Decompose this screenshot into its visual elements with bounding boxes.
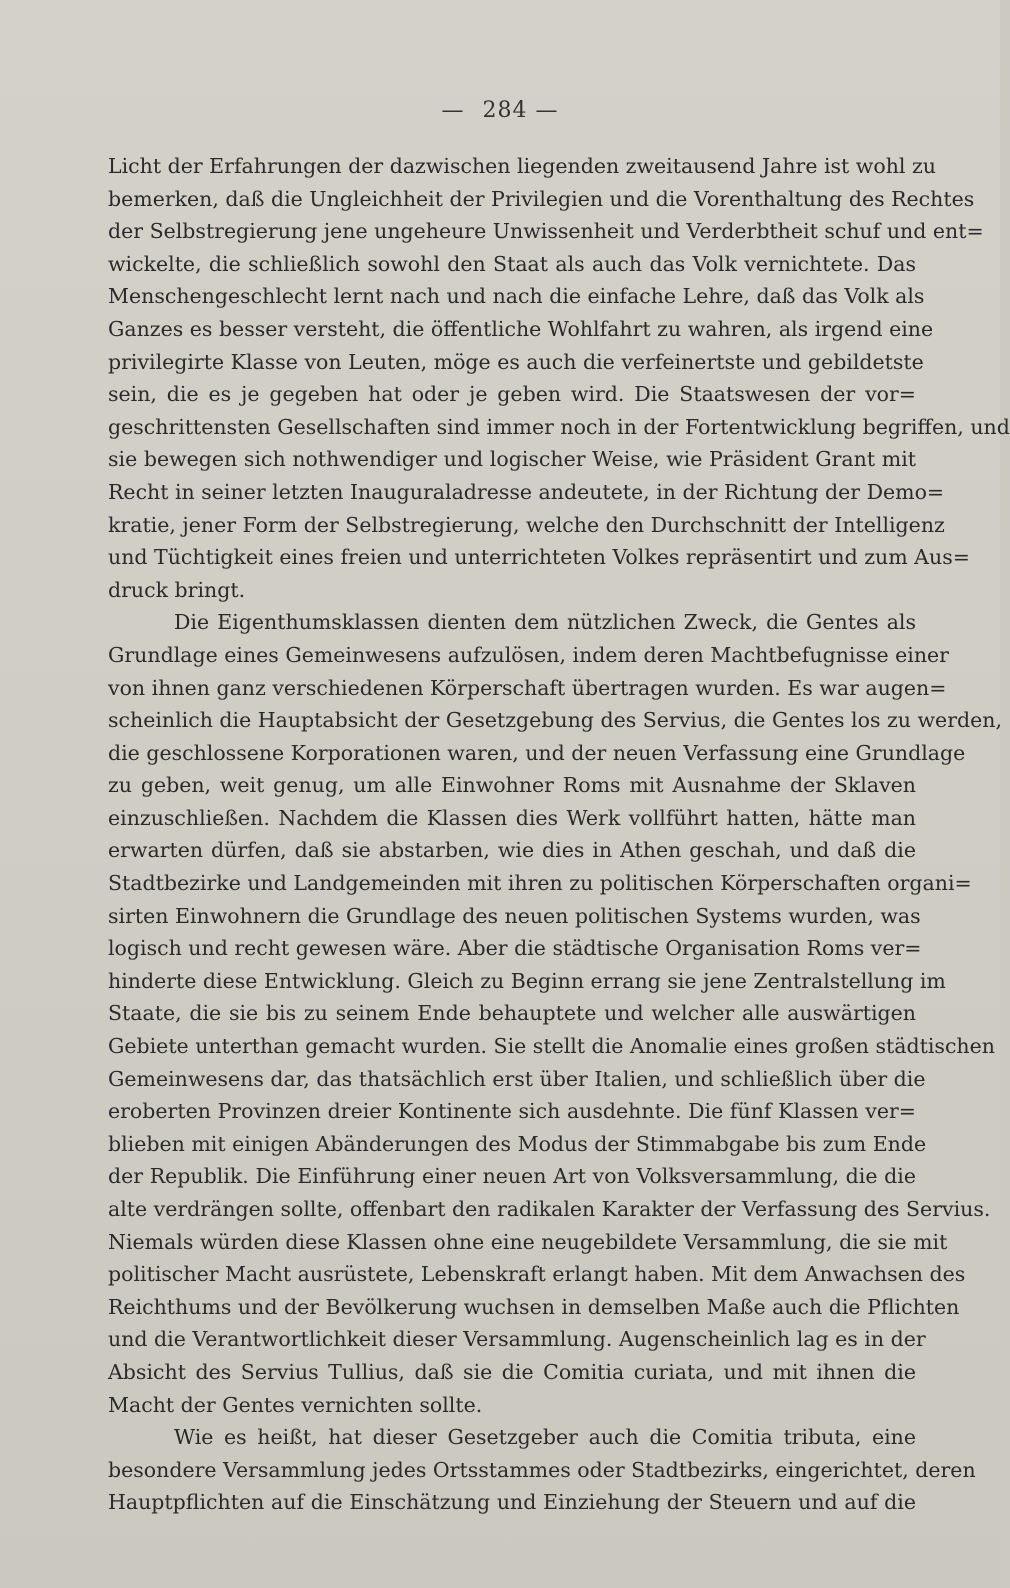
- text-line: erwarten dürfen, daß sie abstarben, wie dies in Athen geschah, und daß die: [108, 838, 916, 863]
- text-line: Gemeinwesens dar, das thatsächlich erst über Italien, und schließlich über die: [108, 1066, 926, 1091]
- text-line: geschrittensten Gesellschaften sind immer noch in der Fortentwicklung begriffen, und: [108, 414, 1010, 439]
- body-text: [108, 150, 1010, 1519]
- text-line: druck bringt.: [108, 577, 246, 602]
- text-line: sirten Einwohnern die Grundlage des neuen politischen Systems wurden, was: [108, 903, 921, 928]
- text-line: eroberten Provinzen dreier Kontinente sich ausdehnte. Die fünf Klassen ver=: [108, 1099, 916, 1124]
- text-line: Gebiete unterthan gemacht wurden. Sie stellt die Anomalie eines großen städtischen: [108, 1034, 995, 1059]
- page-number: 284: [482, 98, 528, 123]
- text-line: Staate, die sie bis zu seinem Ende behauptete und welcher alle auswärtigen: [108, 1001, 916, 1026]
- text-line: der Selbstregierung jene ungeheure Unwissenheit und Verderbtheit schuf und ent=: [108, 219, 984, 244]
- paragraph: [108, 1421, 976, 1519]
- text-line: Die Eigenthumsklassen dienten dem nützlichen Zweck, die Gentes als: [174, 610, 916, 635]
- text-line: hinderte diese Entwicklung. Gleich zu Beginn errang sie jene Zentralstellung im: [108, 968, 946, 993]
- text-line: privilegirte Klasse von Leuten, möge es auch die verfeinertste und gebildetste: [108, 349, 924, 374]
- text-line: Grundlage eines Gemeinwesens aufzulösen, indem deren Machtbefugnisse einer: [108, 642, 949, 667]
- text-line: wickelte, die schließlich sowohl den Staat als auch das Volk vernichtete. Das: [108, 251, 916, 276]
- text-line: zu geben, weit genug, um alle Einwohner Roms mit Ausnahme der Sklaven: [108, 773, 916, 798]
- text-line: besondere Versammlung jedes Ortsstammes oder Stadtbezirks, eingerichtet, deren: [108, 1457, 976, 1482]
- text-line: Wie es heißt, hat dieser Gesetzgeber auch die Comitia tributa, eine: [174, 1425, 916, 1450]
- text-line: kratie, jener Form der Selbstregierung, welche den Durchschnitt der Intelligenz: [108, 512, 945, 537]
- page-number-prefix: —: [441, 98, 465, 123]
- text-line: sie bewegen sich nothwendiger und logischer Weise, wie Präsident Grant mit: [108, 447, 916, 472]
- text-line: Ganzes es besser versteht, die öffentliche Wohlfahrt zu wahren, als irgend eine: [108, 316, 934, 341]
- text-line: von ihnen ganz verschiedenen Körperschaft übertragen wurden. Es war augen=: [108, 675, 947, 700]
- text-line: bemerken, daß die Ungleichheit der Privilegien und die Vorenthaltung des Rechtes: [108, 186, 975, 211]
- text-line: und Tüchtigkeit eines freien und unterrichteten Volkes repräsentirt und zum Aus=: [108, 545, 970, 570]
- text-line: Hauptpflichten auf die Einschätzung und Einziehung der Steuern und auf die: [108, 1490, 916, 1515]
- paragraph: [108, 606, 1002, 1421]
- text-line: sein, die es je gegeben hat oder je geben wird. Die Staatswesen der vor=: [108, 382, 916, 407]
- text-line: die geschlossene Korporationen waren, und der neuen Verfassung eine Grundlage: [108, 740, 966, 765]
- text-line: logisch und recht gewesen wäre. Aber die städtische Organisation Roms ver=: [108, 936, 922, 961]
- text-line: Absicht des Servius Tullius, daß sie die Comitia curiata, und mit ihnen die: [108, 1359, 916, 1384]
- text-line: Stadtbezirke und Landgemeinden mit ihren zu politischen Körperschaften organi=: [108, 871, 972, 896]
- text-line: politischer Macht ausrüstete, Lebenskraft erlangt haben. Mit dem Anwachsen des: [108, 1262, 966, 1287]
- text-line: Recht in seiner letzten Inauguraladresse andeutete, in der Richtung der Demo=: [108, 479, 945, 504]
- paragraph: [108, 150, 1010, 606]
- text-line: der Republik. Die Einführung einer neuen Art von Volksversammlung, die die: [108, 1164, 916, 1189]
- text-line: alte verdrängen sollte, offenbart den radikalen Karakter der Verfassung des Servius.: [108, 1197, 991, 1221]
- text-line: Menschengeschlecht lernt nach und nach die einfache Lehre, daß das Volk als: [108, 284, 925, 309]
- text-line: Niemals würden diese Klassen ohne eine neugebildete Versammlung, die sie mit: [108, 1229, 948, 1254]
- page-number-header: [0, 98, 1000, 123]
- text-line: Macht der Gentes vernichten sollte.: [108, 1392, 483, 1417]
- text-line: Licht der Erfahrungen der dazwischen liegenden zweitausend Jahre ist wohl zu: [108, 154, 936, 178]
- text-line: blieben mit einigen Abänderungen des Modus der Stimmabgabe bis zum Ende: [108, 1131, 927, 1156]
- text-line: scheinlich die Hauptabsicht der Gesetzgebung des Servius, die Gentes los zu werden,: [108, 708, 1002, 733]
- page-number-suffix: —: [535, 98, 559, 123]
- text-line: Reichthums und der Bevölkerung wuchsen in demselben Maße auch die Pflichten: [108, 1294, 960, 1319]
- text-line: und die Verantwortlichkeit dieser Versammlung. Augenscheinlich lag es in der: [108, 1327, 926, 1352]
- text-line: einzuschließen. Nachdem die Klassen dies Werk vollführt hatten, hätte man: [108, 805, 916, 830]
